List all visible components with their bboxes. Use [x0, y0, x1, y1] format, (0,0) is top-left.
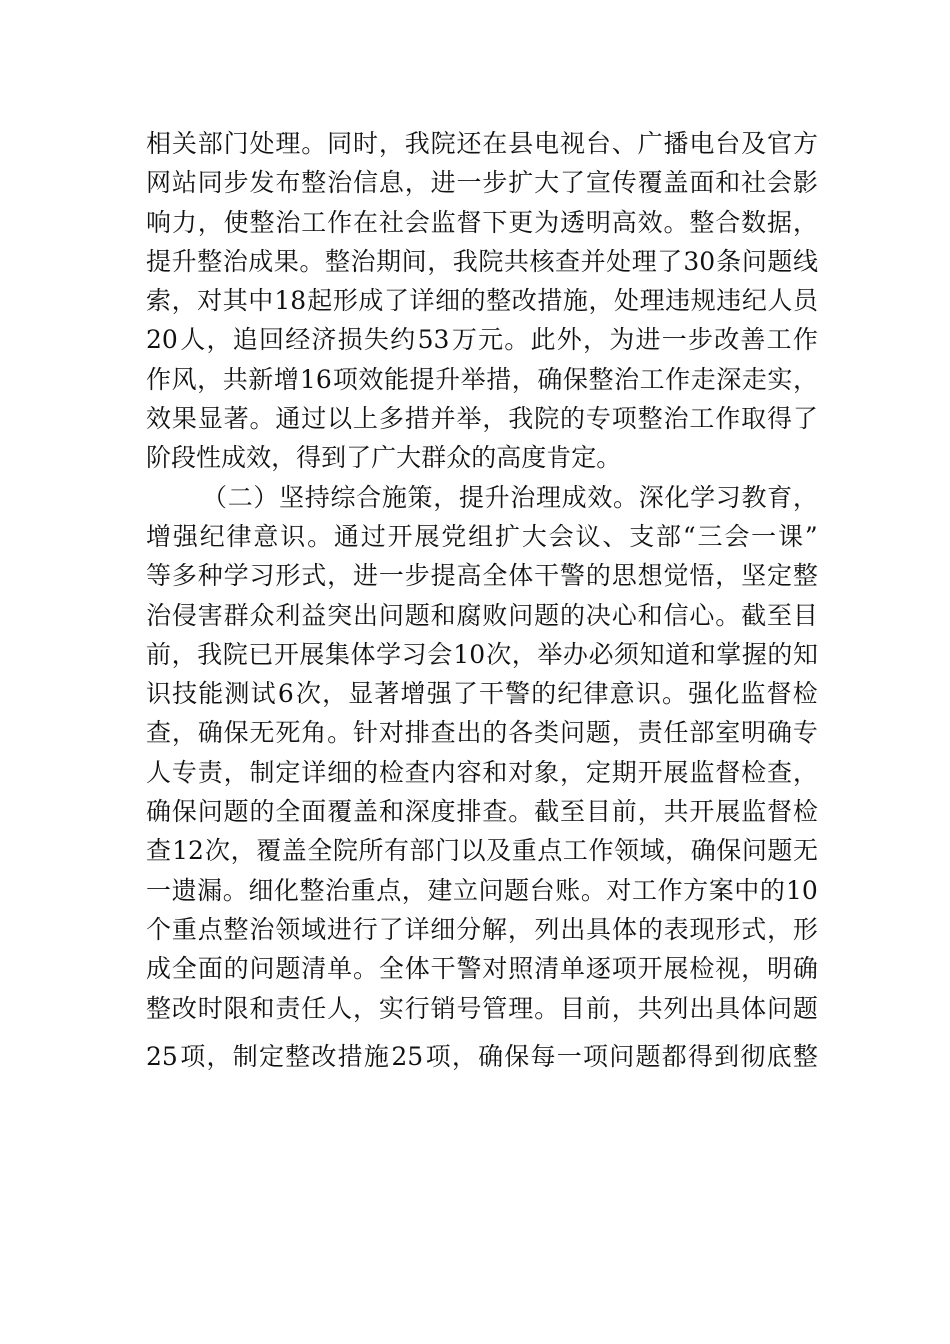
text-line: 成 全 面 的 问 题 清 单 。 全 体 干 警 对 照 清 单 逐 项 开 展 检 视 ， 明 确	[146, 954, 818, 984]
text-line: 阶 段 性 成 效 ， 得 到 了 广 大 群 众 的 高 度 肯 定 。	[146, 443, 622, 473]
paragraph-1	[146, 124, 818, 478]
text-line: 查 ， 确 保 无 死 角 。 针 对 排 查 出 的 各 类 问 题 ， 责 任 部 室 明 确 专	[146, 718, 818, 748]
text-line: 20 人 ， 追 回 经 济 损 失 约 53 万 元 。 此 外 ， 为 进 一 步 改 善 工 作	[146, 325, 818, 355]
text-line: 人 专 责 ， 制 定 详 细 的 检 查 内 容 和 对 象 ， 定 期 开 展 监 督 检 查 ，	[146, 757, 818, 787]
text-line: 一 遗 漏 。 细 化 整 治 重 点 ， 建 立 问 题 台 账 。 对 工 作 方 案 中 的 10	[146, 875, 818, 905]
text-line: 相 关 部 门 处 理 。 同 时 ， 我 院 还 在 县 电 视 台 、 广 播 电 台 及 官 方	[146, 129, 818, 158]
text-line: 查 12 次 ， 覆 盖 全 院 所 有 部 门 以 及 重 点 工 作 领 域 ， 确 保 问 题 无	[146, 836, 818, 866]
text-line: 索 ， 对 其 中 18 起 形 成 了 详 细 的 整 改 措 施 ， 处 理 违 规 违 纪 人 员	[146, 286, 818, 316]
text-line: 确 保 问 题 的 全 面 覆 盖 和 深 度 排 查 。 截 至 目 前 ， 共 开 展 监 督 检	[146, 797, 818, 827]
text-line: 作 风 ， 共 新 增 16 项 效 能 提 升 举 措 ， 确 保 整 治 工 作 走 深 走 实 ，	[146, 364, 818, 394]
text-line: 识 技 能 测 试 6 次 ， 显 著 增 强 了 干 警 的 纪 律 意 识 。 强 化 监 督 检	[146, 679, 818, 709]
text-line: 个 重 点 整 治 领 域 进 行 了 详 细 分 解 ， 列 出 具 体 的 表 现 形 式 ， 形	[146, 914, 818, 944]
paragraph-2	[146, 478, 818, 1076]
text-line: 整 改 时 限 和 责 任 人 ， 实 行 销 号 管 理 。 目 前 ， 共 列 出 具 体 问 题	[146, 993, 818, 1023]
text-line: 治 侵 害 群 众 利 益 突 出 问 题 和 腐 败 问 题 的 决 心 和 信 心 。 截 至 目	[146, 600, 818, 630]
text-line: 等 多 种 学 习 形 式 ， 进 一 步 提 高 全 体 干 警 的 思 想 觉 悟 ， 坚 定 整	[146, 561, 818, 591]
text-line: 前 ， 我 院 已 开 展 集 体 学 习 会 10 次 ， 举 办 必 须 知 道 和 掌 握 的 知	[146, 639, 818, 669]
body-text	[146, 124, 818, 1076]
text-line: 响 力 ， 使 整 治 工 作 在 社 会 监 督 下 更 为 透 明 高 效 。 整 合 数 据 ，	[146, 207, 818, 237]
text-line: 效 果 显 著 。 通 过 以 上 多 措 并 举 ， 我 院 的 专 项 整 治 工 作 取 得 了	[146, 404, 818, 434]
text-line: （ 二 ） 坚 持 综 合 施 策 ， 提 升 治 理 成 效 。 深 化 学 习 教 育 ，	[202, 482, 818, 512]
text-line: 增 强 纪 律 意 识 。 通 过 开 展 党 组 扩 大 会 议 、 支 部 “ 三 会 一 课 ”	[146, 521, 818, 551]
text-line: 网 站 同 步 发 布 整 治 信 息 ， 进 一 步 扩 大 了 宣 传 覆 盖 面 和 社 会 影	[146, 168, 818, 198]
text-line: 25 项 ， 制 定 整 改 措 施 25 项 ， 确 保 每 一 项 问 题 都 得 到 彻 底 整	[146, 1041, 818, 1071]
text-line: 提 升 整 治 成 果 。 整 治 期 间 ， 我 院 共 核 查 并 处 理 了 30 条 问 题 线	[146, 246, 818, 276]
